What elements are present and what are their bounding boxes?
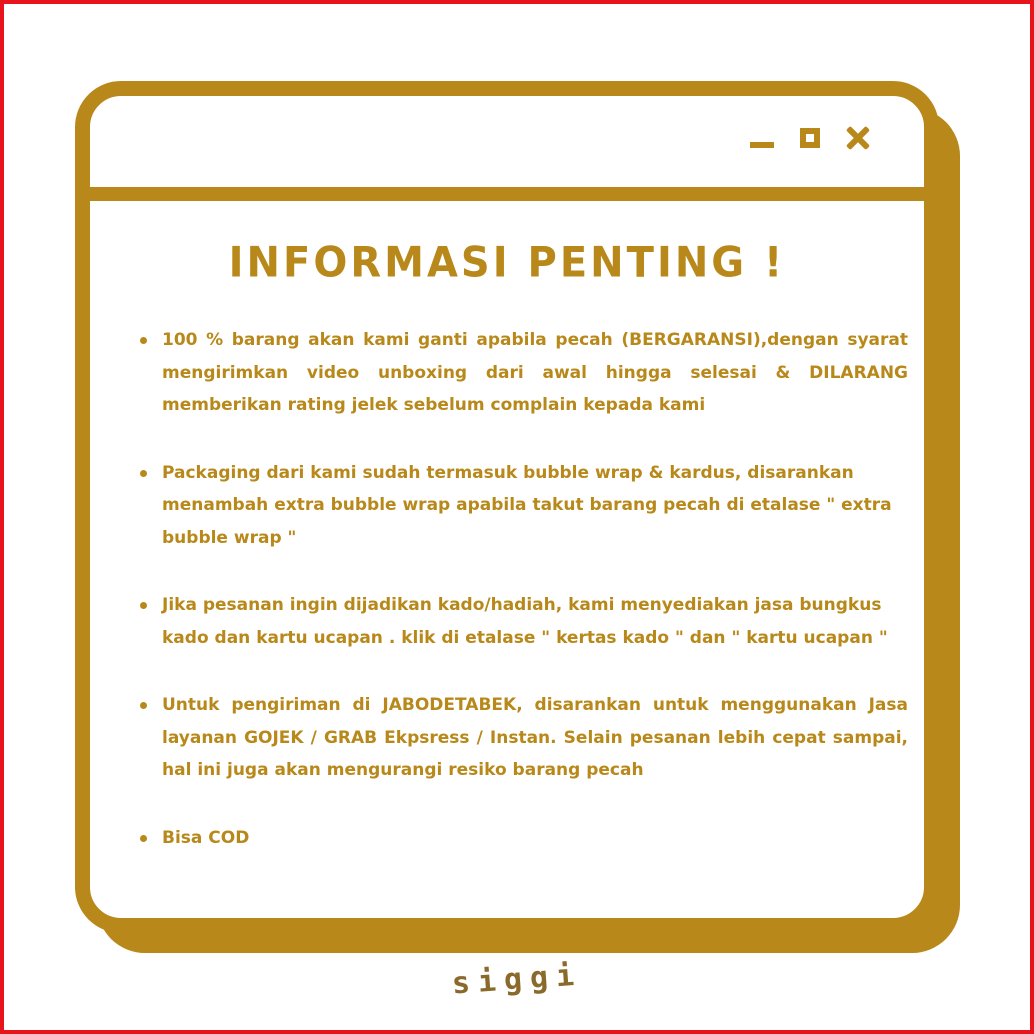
list-item-text: Untuk pengiriman di JABODETABEK, disarankan untuk menggunakan Jasa layanan GOJEK / GRAB Ekpsress / Instan. Selain pesanan lebih cepat sampai, hal ini juga akan mengurangi resiko barang pecah [162, 695, 908, 780]
list-item [134, 689, 908, 787]
list-item [134, 324, 908, 422]
list-item-text: Jika pesanan ingin dijadikan kado/hadiah, kami menyediakan jasa bungkus kado dan kartu ucapan . klik di etalase " kertas kado " dan " kartu ucapan " [162, 595, 888, 648]
bullet-icon [140, 337, 147, 344]
list-item [134, 822, 908, 855]
bullet-icon [140, 470, 147, 477]
info-list [134, 324, 908, 889]
window-titlebar [90, 96, 924, 201]
info-window [75, 81, 939, 933]
bullet-icon [140, 702, 147, 709]
bullet-icon [140, 835, 147, 842]
list-item [134, 589, 908, 654]
list-item-text: Packaging dari kami sudah termasuk bubble wrap & kardus, disarankan menambah extra bubble wrap apabila takut barang pecah di etalase " extra bubble wrap " [162, 462, 892, 548]
maximize-icon[interactable] [800, 128, 820, 148]
minimize-icon[interactable] [750, 142, 774, 148]
list-item [134, 457, 908, 555]
window-controls [750, 126, 870, 150]
list-item-text: 100 % barang akan kami ganti apabila pecah (BERGARANSI),dengan syarat mengirimkan video unboxing dari awal hingga selesai & DILARANG memberikan rating jelek sebelum complain kepada kami [162, 330, 908, 415]
bullet-icon [140, 602, 147, 609]
close-icon[interactable] [846, 126, 870, 150]
page-title: INFORMASI PENTING ! [228, 238, 786, 288]
list-item-text: Bisa COD [162, 827, 250, 848]
signature-logo: siggi [450, 957, 584, 1002]
